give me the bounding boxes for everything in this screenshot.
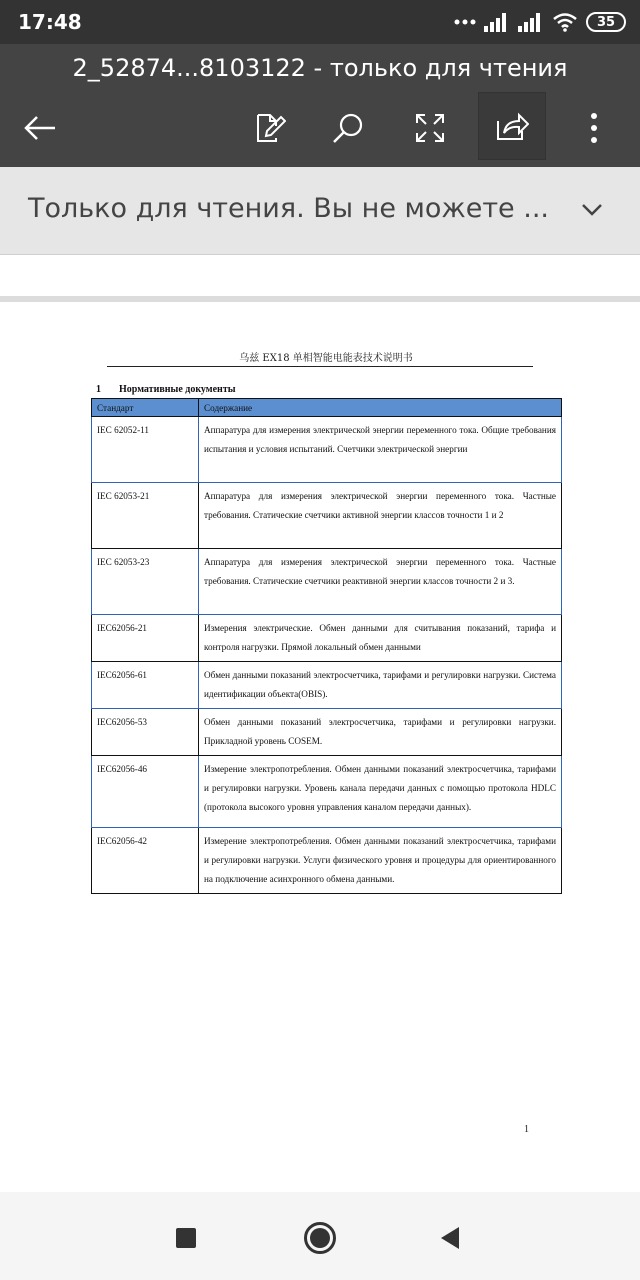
signal-icon [518,12,544,32]
search-icon [331,111,365,145]
table-header-content: Содержание [199,399,562,417]
signal-icon [484,12,510,32]
recents-square-icon [175,1227,197,1249]
readonly-banner[interactable] [0,167,640,255]
share-icon [495,111,529,141]
status-bar [0,0,640,44]
table-row [92,549,562,615]
table-cell-content: Обмен данными показаний электросчетчика, тарифами и регулировки нагрузки. Система идентификации объекта(OBIS). [199,662,562,709]
status-time: 17:48 [18,10,82,34]
edit-icon [254,112,286,144]
section-title: Нормативные документы [119,384,236,395]
back-triangle-icon [439,1226,461,1250]
search-button[interactable] [318,100,378,156]
battery-icon [586,12,626,32]
home-circle-icon [303,1221,337,1255]
system-back-button[interactable] [430,1218,470,1258]
navigation-bar [0,1192,640,1280]
back-button[interactable] [10,100,70,156]
table-row [92,417,562,483]
readonly-banner-text: Только для чтения. Вы не можете ... [28,193,550,224]
table-row [92,662,562,709]
table-cell-content: Аппаратура для измерения электрической энергии переменного тока. Общие требования испытания и условия испытаний. Счетчики электрической энергии [199,417,562,483]
table-cell-content: Измерение электропотребления. Обмен данными показаний электросчетчика, тарифами и регулировки нагрузки. Уровень канала передачи данных с помощью протокола HDLC (протокола высокого уровня управления каналом передачи данных). [199,756,562,828]
table-cell-standard: IEC62056-53 [92,709,199,756]
table-row [92,483,562,549]
section-heading [96,384,236,395]
table-header-row [92,399,562,417]
more-vertical-icon [590,112,598,144]
table-cell-content: Обмен данными показаний электросчетчика, тарифами и регулировки нагрузки. Прикладной уровень COSEM. [199,709,562,756]
table-row [92,709,562,756]
app-bar [0,44,640,167]
standards-table [91,398,562,894]
home-button[interactable] [300,1218,340,1258]
table-cell-standard: IEC 62053-23 [92,549,199,615]
table-row [92,756,562,828]
table-cell-content: Аппаратура для измерения электрической энергии переменного тока. Частные требования. Статические счетчики реактивной энергии классов точности 2 и 3. [199,549,562,615]
table-cell-content: Измерение электропотребления. Обмен данными показаний электросчетчика, тарифами и регулировки нагрузки. Услуги физического уровня и процедуры для ориентированного на подключение асинхронного обмена данными. [199,828,562,894]
chevron-down-icon[interactable] [578,195,606,223]
fullscreen-icon [414,112,446,144]
edit-button[interactable] [240,100,300,156]
fullscreen-button[interactable] [400,100,460,156]
table-cell-standard: IEC 62052-11 [92,417,199,483]
section-number: 1 [96,384,101,395]
recents-button[interactable] [166,1218,206,1258]
table-cell-content: Измерения электрические. Обмен данными для считывания показаний, тарифа и контроля нагрузки. Прямой локальный обмен данными [199,615,562,662]
table-row [92,828,562,894]
table-row [92,615,562,662]
battery-level: 35 [596,14,616,30]
share-button[interactable] [478,92,546,160]
status-icons [454,10,626,34]
table-cell-content: Аппаратура для измерения электрической энергии переменного тока. Частные требования. Статические счетчики активной энергии классов точности 1 и 2 [199,483,562,549]
page-number: 1 [524,1124,529,1135]
document-page[interactable] [0,302,640,1192]
table-cell-standard: IEC62056-46 [92,756,199,828]
document-title: 2_52874...8103122 - только для чтения [72,54,568,82]
wifi-icon [552,12,578,32]
table-cell-standard: IEC 62053-21 [92,483,199,549]
table-cell-standard: IEC62056-21 [92,615,199,662]
doc-header-title: 乌兹 EX18 单相智能电能表技术说明书 [239,353,413,364]
more-dots-icon [454,18,476,26]
table-header-standard: Стандарт [92,399,199,417]
table-cell-standard: IEC62056-61 [92,662,199,709]
back-arrow-icon [23,115,57,141]
doc-header-rule [107,366,533,367]
more-options-button[interactable] [564,100,624,156]
table-cell-standard: IEC62056-42 [92,828,199,894]
